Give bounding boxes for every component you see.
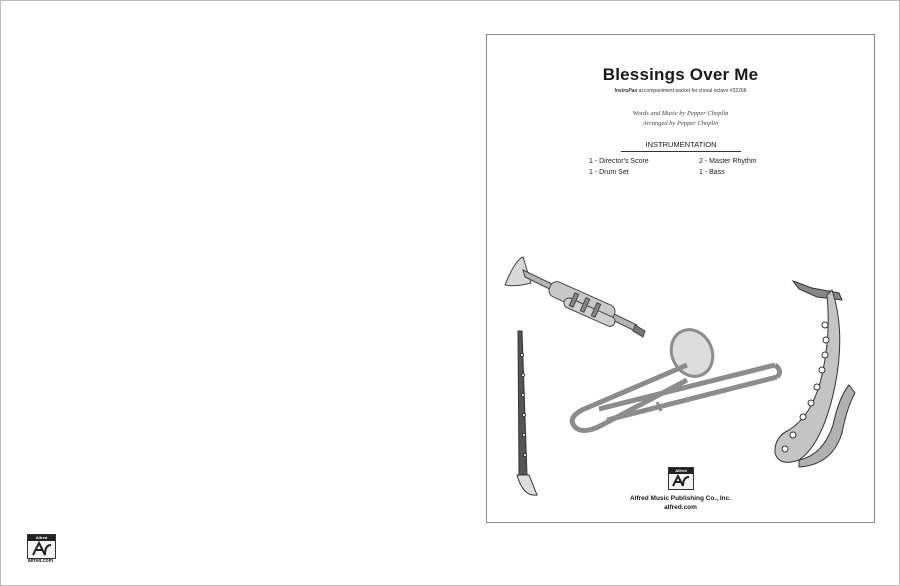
instrumentation-heading: INSTRUMENTATION	[621, 140, 741, 152]
subtitle-brand: InstruPax	[614, 88, 638, 94]
instrumentation-item: 2 - Master Rhythm	[699, 158, 757, 165]
corner-url[interactable]: alfred.com	[27, 558, 54, 564]
publisher-logo-label: Alfred	[669, 468, 693, 474]
corner-logo-emblem	[28, 541, 55, 558]
saxophone-illustration	[775, 281, 855, 467]
instrumentation-item: 1 - Director's Score	[589, 158, 649, 165]
instrumentation-item: 1 - Bass	[699, 169, 725, 176]
credit-arranger: Arranged by Pepper Choplin	[642, 120, 719, 127]
instrument-illustrations	[487, 35, 874, 522]
publisher-url[interactable]: alfred.com	[664, 504, 697, 511]
alfred-logo-icon	[668, 467, 694, 490]
logo-emblem	[669, 474, 693, 489]
trombone-illustration	[572, 323, 779, 431]
corner-logo-label: Alfred	[28, 535, 55, 541]
trumpet-illustration	[505, 257, 645, 337]
alfred-logo-icon	[27, 534, 56, 559]
subtitle-description: accompaniment packet for choral octavo #32266	[637, 88, 747, 94]
clarinet-illustration	[517, 331, 537, 495]
sheet-music-cover[interactable]	[486, 34, 875, 523]
instrumentation-item: 1 - Drum Set	[589, 169, 629, 176]
cover-title: Blessings Over Me	[602, 65, 759, 84]
publisher-name: Alfred Music Publishing Co., Inc.	[629, 495, 732, 502]
credit-words-music: Words and Music by Pepper Choplin	[632, 110, 729, 117]
